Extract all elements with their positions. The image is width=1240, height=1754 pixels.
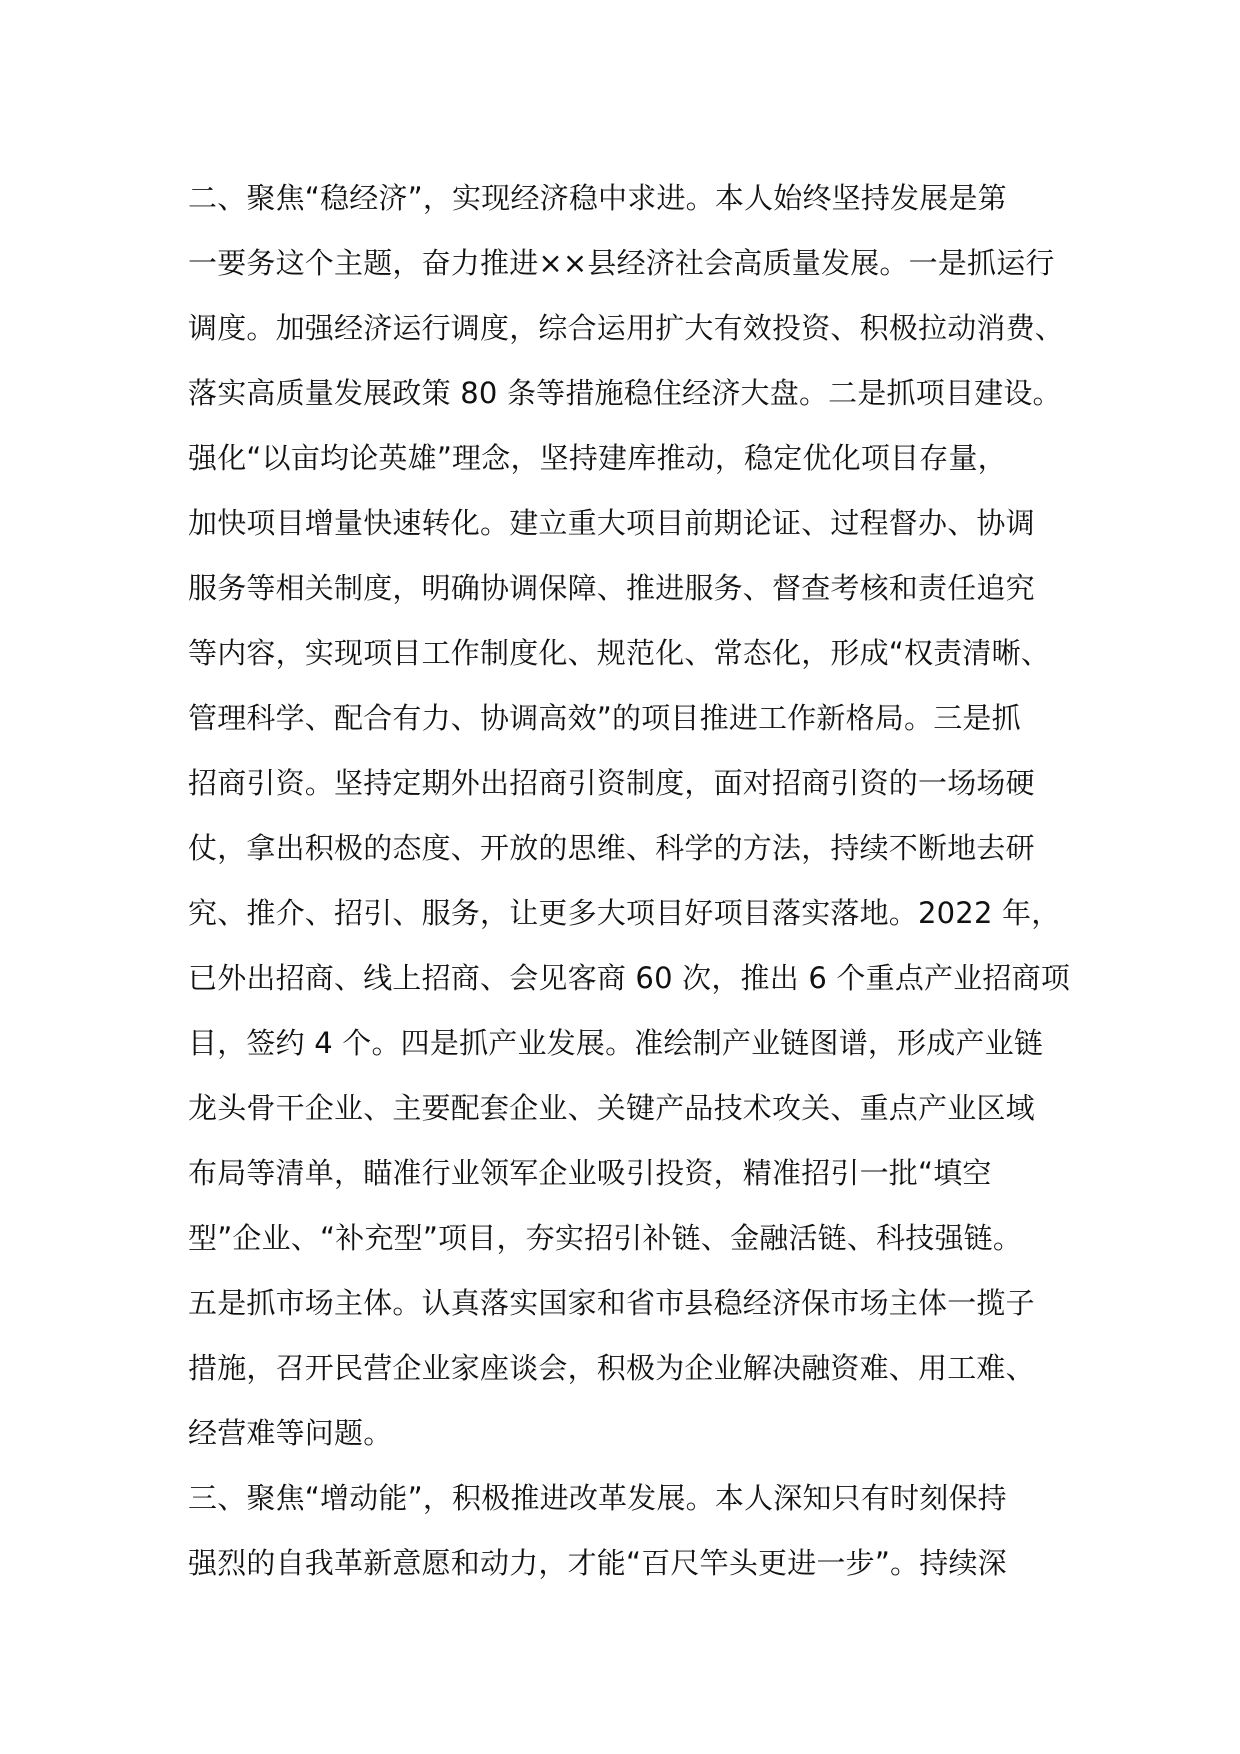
text-line: 措施，召开民营企业家座谈会，积极为企业解决融资难、用工难、 — [188, 1351, 1035, 1385]
text-line: 招商引资。坚持定期外出招商引资制度，面对招商引资的一场场硬 — [188, 766, 1035, 800]
text-line: 布局等清单，瞄准行业领军企业吸引投资，精准招引一批“填空 — [188, 1156, 992, 1190]
text-line: 二、聚焦“稳经济”，实现经济稳中求进。本人始终坚持发展是第 — [188, 181, 1007, 215]
text-line: 落实高质量发展政策 80 条等措施稳住经济大盘。二是抓项目建设。 — [188, 376, 1062, 410]
text-line: 管理科学、配合有力、协调高效”的项目推进工作新格局。三是抓 — [188, 701, 1021, 735]
text-line: 三、聚焦“增动能”，积极推进改革发展。本人深知只有时刻保持 — [188, 1481, 1007, 1515]
text-line: 加快项目增量快速转化。建立重大项目前期论证、过程督办、协调 — [188, 506, 1035, 540]
text-line: 等内容，实现项目工作制度化、规范化、常态化，形成“权责清晰、 — [188, 636, 1051, 670]
text-line: 龙头骨干企业、主要配套企业、关键产品技术攻关、重点产业区域 — [188, 1091, 1035, 1125]
text-line: 强化“以亩均论英雄”理念，坚持建库推动，稳定优化项目存量， — [188, 441, 1007, 475]
text-line: 五是抓市场主体。认真落实国家和省市县稳经济保市场主体一揽子 — [188, 1286, 1035, 1320]
text-line: 服务等相关制度，明确协调保障、推进服务、督查考核和责任追究 — [188, 571, 1035, 605]
text-line: 调度。加强经济运行调度，综合运用扩大有效投资、积极拉动消费、 — [188, 311, 1065, 345]
text-line: 经营难等问题。 — [188, 1416, 393, 1450]
text-line: 型”企业、“补充型”项目，夯实招引补链、金融活链、科技强链。 — [188, 1221, 1023, 1255]
text-line: 目，签约 4 个。四是抓产业发展。准绘制产业链图谱，形成产业链 — [188, 1026, 1044, 1060]
text-line: 强烈的自我革新意愿和动力，才能“百尺竿头更进一步”。持续深 — [188, 1546, 1007, 1580]
text-line: 已外出招商、线上招商、会见客商 60 次，推出 6 个重点产业招商项 — [188, 961, 1071, 995]
document-body — [188, 174, 1088, 1604]
text-line: 究、推介、招引、服务，让更多大项目好项目落实落地。2022 年， — [188, 896, 1061, 930]
text-line: 仗，拿出积极的态度、开放的思维、科学的方法，持续不断地去研 — [188, 831, 1035, 865]
text-line: 一要务这个主题，奋力推进××县经济社会高质量发展。一是抓运行 — [188, 246, 1055, 280]
